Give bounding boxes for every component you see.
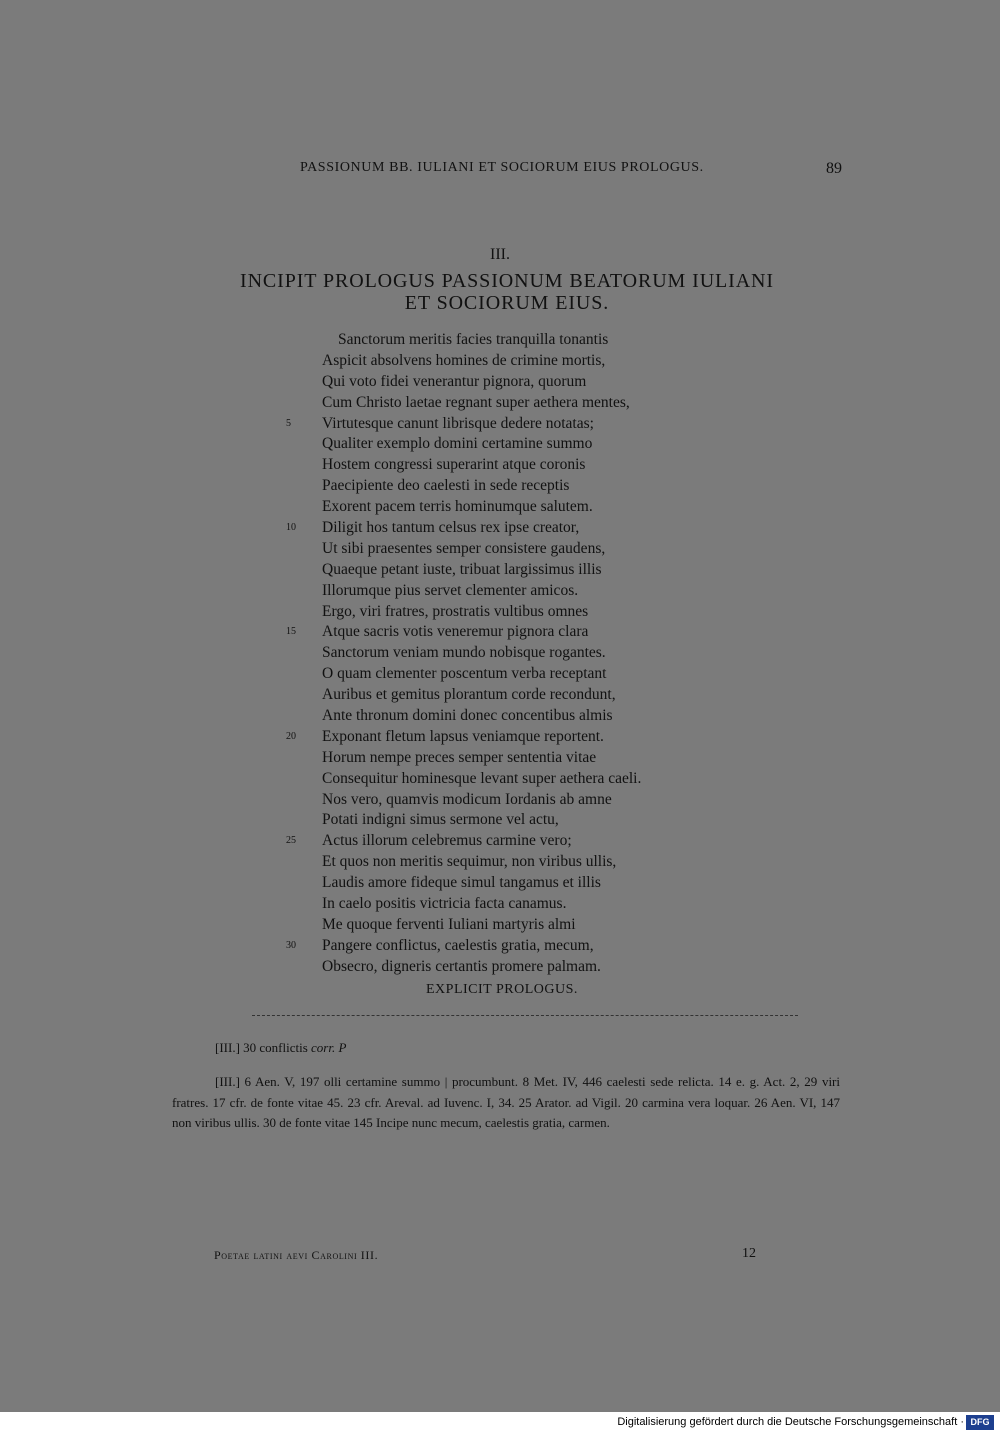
verse-line: [286, 769, 746, 790]
verse-text: Cum Christo laetae regnant super aethera mentes,: [322, 393, 630, 411]
explicit-line: EXPLICIT PROLOGUS.: [426, 982, 578, 997]
sources-apparatus: [III.] 6 Aen. V, 197 olli certamine summo | procumbunt. 8 Met. IV, 446 caelesti sede relicta. 14 e. g. Act. 2, 29 viri fratres. 17 cfr. de fonte vitae 45. 23 cfr. Areval. ad Iuvenc. I, 34. 25 Arator. ad Vigil. 20 carmina vera loquar. 26 Aen. VI, 147 non viribus ullis. 30 de fonte vitae 145 Incipe nunc mecum, caelestis gratia, carmen.: [172, 1074, 840, 1130]
page-number: 89: [826, 160, 842, 177]
verse-text: Laudis amore fideque simul tangamus et illis: [322, 874, 601, 892]
section-number: III.: [490, 246, 510, 263]
verse-line: [286, 518, 746, 539]
verse-line: [286, 852, 746, 873]
verse-text: Exponant fletum lapsus veniamque reportent.: [322, 727, 604, 745]
verse-line: [286, 393, 746, 414]
verse-text: Aspicit absolvens homines de crimine mortis,: [322, 351, 606, 369]
verse-text: Sanctorum veniam mundo nobisque rogantes.: [322, 644, 606, 662]
line-number: 30: [286, 939, 296, 951]
verse-line: [286, 643, 746, 664]
verse-line: [286, 560, 746, 581]
credit-strip: [0, 1412, 1000, 1434]
critical-note-correction: corr. P: [311, 1040, 347, 1055]
footnote-divider: [252, 1015, 798, 1016]
verse-text: Horum nempe preces semper sententia vitae: [322, 748, 597, 766]
verse-text: Atque sacris votis veneremur pignora clara: [322, 623, 589, 641]
verse-text: Ante thronum domini donec concentibus almis: [322, 707, 613, 725]
verse-text: Hostem congressi superarint atque coronis: [322, 456, 586, 474]
verse-line: [286, 810, 746, 831]
verse-text: Qui voto fidei venerantur pignora, quorum: [322, 372, 587, 390]
verse-text: Quaeque petant iuste, tribuat largissimus illis: [322, 560, 602, 578]
running-title: PASSIONUM BB. IULIANI ET SOCIORUM EIUS PROLOGUS.: [300, 160, 704, 175]
verse-text: Consequitur hominesque levant super aethera caeli.: [322, 769, 642, 787]
verse-text: Nos vero, quamvis modicum Iordanis ab amne: [322, 790, 612, 808]
verse-text: Obsecro, digneris certantis promere palmam.: [322, 957, 601, 975]
verse-line: [286, 330, 746, 351]
line-number: 5: [286, 417, 291, 429]
verse-text: Paecipiente deo caelesti in sede receptis: [322, 477, 570, 495]
verse-line: [286, 831, 746, 852]
verse-line: [286, 602, 746, 623]
verse-line: [286, 957, 746, 978]
critical-note-text: [III.] 30 conflictis: [215, 1040, 308, 1055]
verse-line: [286, 539, 746, 560]
poem-verses: [286, 330, 746, 978]
verse-line: [286, 372, 746, 393]
dfg-logo-icon: DFG: [966, 1415, 994, 1430]
critical-apparatus: [215, 1040, 346, 1056]
verse-line: [286, 497, 746, 518]
verse-line: [286, 894, 746, 915]
section-title: [0, 270, 1000, 314]
verse-text: Qualiter exemplo domini certamine summo: [322, 435, 593, 453]
verse-text: Ergo, viri fratres, prostratis vultibus omnes: [322, 602, 589, 620]
verse-text: O quam clementer poscentum verba receptant: [322, 665, 607, 683]
verse-line: [286, 915, 746, 936]
line-number: 15: [286, 626, 296, 638]
footer-series-title: Poetae latini aevi Carolini III.: [214, 1248, 379, 1262]
verse-text: Virtutesque canunt librisque dedere notatas;: [322, 414, 594, 432]
verse-text: Et quos non meritis sequimur, non viribus ullis,: [322, 853, 617, 871]
title-line-2: ET SOCIORUM EIUS.: [404, 292, 610, 314]
verse-text: Auribus et gemitus plorantum corde recondunt,: [322, 686, 616, 704]
funding-credit: Digitalisierung gefördert durch die Deutsche Forschungsgemeinschaft ·: [617, 1416, 964, 1428]
verse-text: Diligit hos tantum celsus rex ipse creator,: [322, 519, 580, 537]
verse-line: [286, 581, 746, 602]
verse-line: [286, 622, 746, 643]
verse-text: Actus illorum celebremus carmine vero;: [322, 832, 572, 850]
verse-line: [286, 455, 746, 476]
verse-line: [286, 748, 746, 769]
verse-line: [286, 414, 746, 435]
verse-text: Sanctorum meritis facies tranquilla tonantis: [338, 331, 609, 348]
verse-line: [286, 727, 746, 748]
verse-line: [286, 685, 746, 706]
verse-line: [286, 706, 746, 727]
verse-text: Pangere conflictus, caelestis gratia, mecum,: [322, 936, 594, 954]
verse-line: [286, 351, 746, 372]
verse-line: [286, 873, 746, 894]
line-number: 10: [286, 522, 296, 534]
verse-text: Exorent pacem terris hominumque salutem.: [322, 498, 593, 516]
verse-line: [286, 664, 746, 685]
line-number: 20: [286, 730, 296, 742]
verse-line: [286, 790, 746, 811]
line-number: 25: [286, 835, 296, 847]
verse-text: Potati indigni simus sermone vel actu,: [322, 811, 559, 829]
verse-text: Ut sibi praesentes semper consistere gaudens,: [322, 539, 606, 557]
verse-text: Me quoque ferventi Iuliani martyris almi: [322, 915, 576, 933]
verse-text: Illorumque pius servet clementer amicos.: [322, 581, 579, 599]
verse-line: [286, 434, 746, 455]
verse-line: [286, 936, 746, 957]
verse-line: [286, 476, 746, 497]
verse-text: In caelo positis victricia facta canamus.: [322, 895, 567, 913]
footer-signature-number: 12: [742, 1246, 756, 1261]
title-line-1: INCIPIT PROLOGUS PASSIONUM BEATORUM IULIANI: [240, 270, 774, 292]
